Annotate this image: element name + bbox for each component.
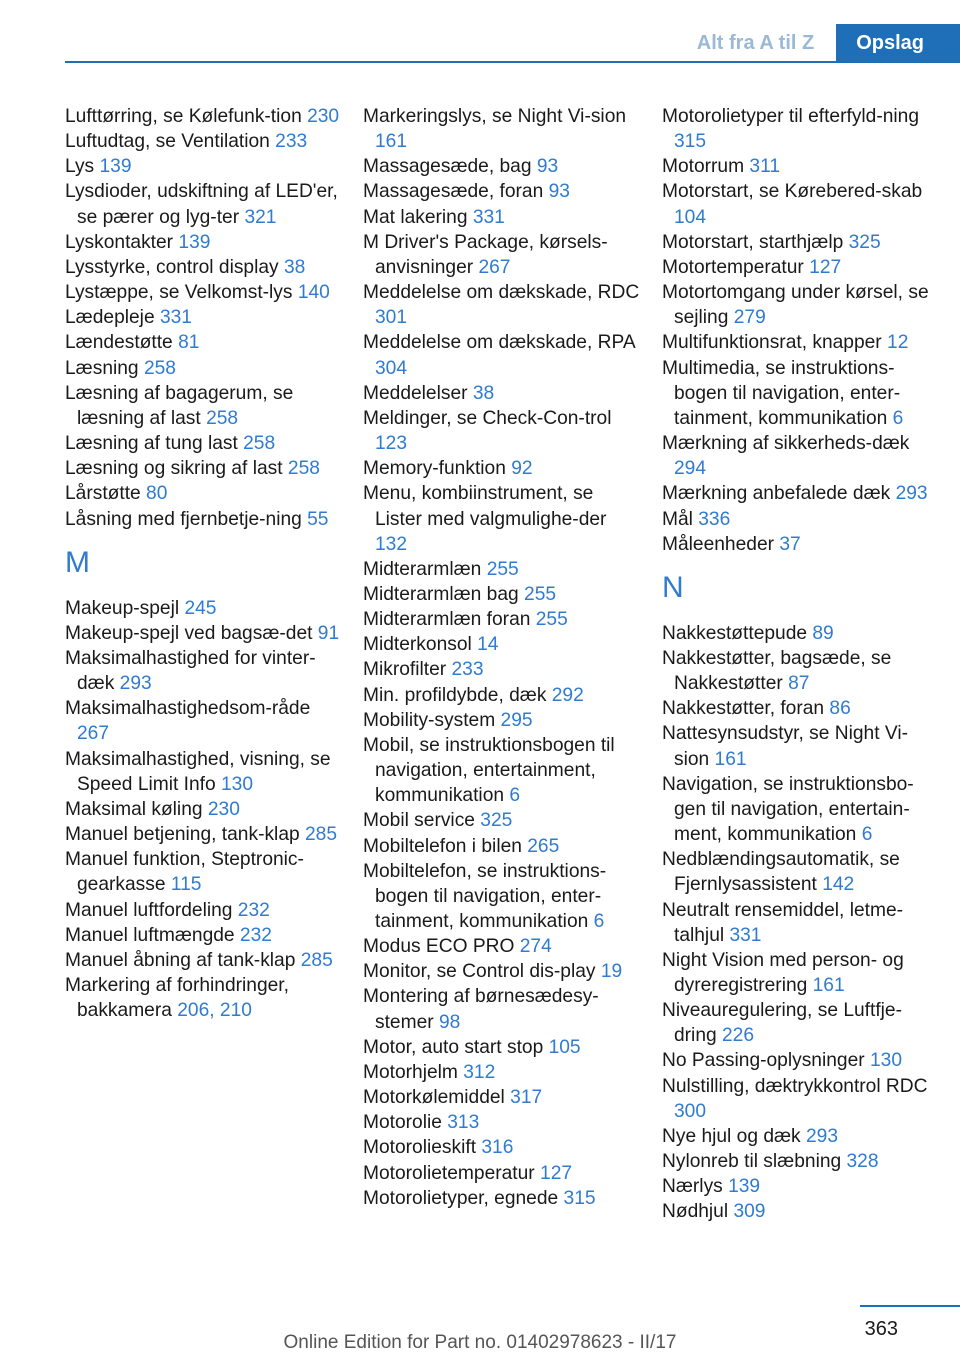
index-entry (662, 104, 942, 154)
entry-term: Midterarmlæn foran (363, 609, 536, 631)
letter-heading: M (65, 545, 90, 579)
entry-term: Læsning af tung last (65, 433, 244, 455)
page-reference-link[interactable]: 55 (307, 508, 329, 530)
index-entry (65, 923, 345, 948)
index-entry (65, 305, 345, 330)
entry-term: Læsning (65, 357, 144, 379)
page-reference-link[interactable]: 255 (524, 583, 557, 605)
page-reference-link[interactable]: 123 (375, 433, 408, 455)
index-entry (363, 456, 643, 481)
index-entry (662, 179, 942, 229)
page-reference-link[interactable]: 130 (869, 1050, 902, 1072)
page-reference-link[interactable]: 321 (244, 206, 277, 228)
entry-term: Læsning af bagagerum, se læsning af last (65, 382, 294, 429)
entry-term: Meddelelser (363, 382, 473, 404)
index-column-2 (363, 104, 643, 1211)
page-number: 363 (864, 1318, 898, 1340)
header-divider (65, 61, 960, 63)
entry-term: Massagesæde, bag (363, 156, 537, 178)
index-entry (363, 205, 643, 230)
index-entry (363, 808, 643, 833)
index-entry (65, 381, 345, 431)
index-entry (65, 696, 345, 746)
index-entry (662, 721, 942, 771)
index-entry (662, 948, 942, 998)
page-reference-link[interactable]: 140 (297, 282, 330, 304)
page-reference-link[interactable]: 258 (287, 458, 320, 480)
page-reference-link[interactable]: 258 (143, 357, 176, 379)
index-entry (363, 330, 643, 380)
index-entry (65, 507, 345, 532)
index-entry (65, 456, 345, 481)
index-entry (363, 280, 643, 330)
entry-term: Motortemperatur (662, 256, 810, 278)
entry-term: Mærkning af sikkerheds-dæk (662, 433, 910, 455)
page-reference-link[interactable]: 245 (184, 597, 217, 619)
index-entry (662, 1124, 942, 1149)
page-reference-link[interactable]: 89 (812, 622, 834, 644)
index-entry (65, 330, 345, 355)
page-reference-link[interactable]: 232 (237, 899, 270, 921)
page-reference-link[interactable]: 6 (861, 824, 873, 846)
entry-term: Massagesæde, foran (363, 181, 549, 203)
entry-term: Monitor, se Control dis-play (363, 961, 601, 983)
index-entry (662, 431, 942, 481)
entry-term: Memory-funktion (363, 458, 512, 480)
index-entry (363, 632, 643, 657)
entry-term: Lysstyrke, control display (65, 256, 284, 278)
index-entry (363, 859, 643, 934)
entry-term: Manuel luftmængde (65, 924, 240, 946)
page-reference-link[interactable]: 304 (375, 357, 408, 379)
entry-term: Lyskontakter (65, 231, 179, 253)
index-entry (662, 1149, 942, 1174)
page-reference-link[interactable]: 232 (239, 924, 272, 946)
index-entry (65, 747, 345, 797)
page-reference-link[interactable]: 6 (509, 785, 521, 807)
entry-term: Navigation, se instruktionsbo-gen til navigation, entertain-ment, kommunikation (662, 773, 914, 846)
page-reference-link[interactable]: 230 (307, 106, 340, 127)
index-entry (363, 104, 643, 154)
entry-term: Motorstart, starthjælp (662, 231, 849, 253)
entry-term: Motorkølemiddel (363, 1087, 511, 1109)
entry-term: Meddelelse om dækskade, RPA (363, 332, 635, 354)
page-reference-link[interactable]: 38 (472, 382, 495, 404)
page-reference-link[interactable]: 336 (698, 508, 731, 530)
entry-term: Min. profildybde, dæk (363, 684, 552, 706)
page-reference-link[interactable]: 315 (563, 1187, 596, 1209)
page-reference-link[interactable]: 293 (805, 1125, 838, 1147)
index-entry (65, 948, 345, 973)
index-entry (662, 772, 942, 847)
entry-term: M Driver's Package, kørsels-anvisninger (363, 231, 608, 278)
entry-term: Midterarmlæn (363, 558, 487, 580)
entry-term: Mobil, se instruktionsbogen til navigation, entertainment, kommunikation (363, 734, 615, 807)
page-reference-link[interactable]: 132 (375, 533, 408, 555)
index-column-1 (65, 104, 345, 1023)
index-entry (363, 984, 643, 1034)
entry-term: Motorolietyper, egnede (363, 1187, 564, 1209)
entry-term: Nakkestøtter, foran (662, 698, 830, 720)
index-entry (363, 1060, 643, 1085)
index-entry (363, 934, 643, 959)
index-entry (662, 998, 942, 1048)
index-entry (363, 481, 643, 556)
entry-term: Maksimal køling (65, 798, 208, 820)
page-reference-link[interactable]: 19 (600, 961, 623, 983)
entry-term: Lædepleje (65, 307, 160, 329)
index-entry (65, 129, 345, 154)
entry-term: Luftudtag, se Ventilation (65, 131, 276, 153)
entry-term: Mobiltelefon i bilen (363, 835, 528, 857)
entry-term: Multifunktionsrat, knapper (662, 332, 888, 354)
entry-term: Motortomgang under kørsel, se sejling (662, 282, 929, 329)
entry-term: Nulstilling, dæktrykkontrol RDC (662, 1075, 928, 1097)
page-reference-link[interactable]: 93 (548, 181, 570, 203)
page-reference-link[interactable]: 206, 210 (177, 1000, 252, 1022)
entry-term: Montering af børnesædesy-stemer (363, 986, 599, 1033)
tab-section[interactable]: Alt fra A til Z (675, 24, 836, 62)
index-entry (662, 507, 942, 532)
entry-term: Mobility-system (363, 709, 501, 731)
page-reference-link[interactable]: 81 (178, 332, 200, 354)
index-entry (363, 733, 643, 808)
entry-term: Mål (662, 508, 699, 530)
index-entry (65, 179, 345, 229)
entry-term: Motorhjelm (363, 1061, 464, 1083)
page-reference-link[interactable]: 161 (714, 748, 747, 770)
page-reference-link[interactable]: 161 (812, 975, 845, 996)
index-entry (662, 1048, 942, 1073)
index-entry (363, 179, 643, 204)
page-reference-link[interactable]: 292 (551, 684, 584, 706)
page-reference-link[interactable]: 38 (283, 256, 306, 278)
edition-footer: Online Edition for Part no. 01402978623 - II/17 (283, 1332, 677, 1353)
index-entry (363, 657, 643, 682)
entry-term: Markering af forhindringer, bakkamera (65, 975, 289, 1022)
entry-term: Lændestøtte (65, 332, 179, 354)
index-entry (363, 582, 643, 607)
entry-term: Manuel luftfordeling (65, 899, 238, 921)
entry-term: Manuel funktion, Steptronic-gearkasse (65, 849, 304, 896)
page-reference-link[interactable]: 161 (375, 131, 408, 153)
page-reference-link[interactable]: 317 (510, 1087, 543, 1109)
entry-term: Mobiltelefon, se instruktions-bogen til navigation, enter-tainment, kommunikation (363, 860, 607, 932)
entry-term: Mat lakering (363, 206, 473, 228)
entry-term: Mærkning anbefalede dæk (662, 483, 896, 505)
entry-term: Meddelelse om dækskade, RDC (363, 282, 640, 304)
entry-term: Lårstøtte (65, 483, 147, 505)
page-reference-link[interactable]: 127 (809, 256, 842, 278)
page-reference-link[interactable]: 295 (500, 709, 533, 731)
page-reference-link[interactable]: 312 (463, 1061, 496, 1083)
entry-term: Motorolieskift (363, 1137, 482, 1159)
page-reference-link[interactable]: 142 (822, 874, 855, 896)
entry-term: Nattesynsudstyr, se Night Vi-sion (662, 723, 908, 770)
entry-term: Måleenheder (662, 533, 780, 555)
index-entry (65, 481, 345, 506)
entry-term: Makeup-spejl (65, 597, 185, 619)
entry-term: Læsning og sikring af last (65, 458, 288, 480)
index-entry (363, 381, 643, 406)
entry-term: Nylonreb til slæbning (662, 1151, 847, 1173)
page-reference-link[interactable]: 328 (846, 1151, 879, 1173)
page-reference-link[interactable]: 87 (788, 673, 810, 695)
tab-active[interactable]: Opslag (836, 24, 960, 62)
entry-term: Maksimalhastighed, visning, se Speed Limit Info (65, 748, 331, 795)
index-entry (65, 230, 345, 255)
index-entry (65, 822, 345, 847)
index-entry (662, 532, 942, 557)
index-entry (662, 230, 942, 255)
index-entry (662, 621, 942, 646)
index-entry (662, 898, 942, 948)
page-reference-link[interactable]: 12 (887, 332, 909, 354)
page-reference-link[interactable]: 309 (733, 1201, 766, 1223)
page-reference-link[interactable]: 226 (722, 1025, 755, 1047)
entry-term: Motorrum (662, 156, 750, 178)
index-entry (662, 847, 942, 897)
page-reference-link[interactable]: 139 (728, 1176, 761, 1198)
header-tabs (675, 24, 960, 62)
index-entry (65, 431, 345, 456)
page-reference-link[interactable]: 274 (519, 936, 552, 958)
index-entry (65, 621, 345, 646)
index-entry (363, 1161, 643, 1186)
page-reference-link[interactable]: 285 (300, 949, 333, 971)
entry-term: Manuel åbning af tank-klap (65, 949, 301, 971)
page-reference-link[interactable]: 86 (829, 698, 851, 720)
index-entry (363, 557, 643, 582)
page-reference-link[interactable]: 285 (305, 824, 338, 846)
index-entry (65, 255, 345, 280)
page-reference-link[interactable]: 92 (511, 458, 533, 480)
index-entry (662, 481, 942, 506)
index-entry (363, 1085, 643, 1110)
page-reference-link[interactable]: 301 (375, 307, 408, 329)
page-reference-link[interactable]: 233 (275, 131, 308, 153)
page-reference-link[interactable]: 255 (535, 609, 568, 631)
entry-term: Manuel betjening, tank-klap (65, 824, 305, 846)
entry-term: Motorolietemperatur (363, 1162, 541, 1184)
page-reference-link[interactable]: 139 (99, 156, 132, 178)
index-entry (662, 646, 942, 696)
entry-term: Midterarmlæn bag (363, 583, 525, 605)
page-reference-link[interactable]: 115 (170, 874, 202, 896)
entry-term: Neutralt rensemiddel, letme-talhjul (662, 899, 904, 946)
entry-term: Makeup-spejl ved bagsæ-det (65, 622, 318, 644)
index-entry (363, 1110, 643, 1135)
page-reference-link[interactable]: 267 (77, 723, 110, 745)
entry-term: Mobil service (363, 810, 481, 832)
index-entry (363, 406, 643, 456)
page-reference-link[interactable]: 331 (729, 924, 762, 946)
index-entry (65, 104, 345, 129)
page-reference-link[interactable]: 127 (540, 1162, 573, 1184)
entry-term: Maksimalhastighedsom-råde (65, 698, 311, 720)
index-entry (662, 1174, 942, 1199)
entry-term: Lys (65, 156, 100, 178)
page-reference-link[interactable]: 316 (481, 1137, 514, 1159)
entry-term: Modus ECO PRO (363, 936, 520, 958)
page-reference-link[interactable]: 325 (848, 231, 881, 253)
entry-term: Lysdioder, udskiftning af LED'er, se pærer og lyg-ter (65, 181, 338, 228)
page-reference-link[interactable]: 293 (895, 483, 928, 505)
index-entry (65, 797, 345, 822)
index-entry (662, 330, 942, 355)
index-entry (662, 1074, 942, 1124)
index-entry (363, 1186, 643, 1211)
entry-term: Motorstart, se Kørebered-skab (662, 181, 923, 203)
entry-term: Night Vision med person- og dyreregistrering (662, 949, 904, 996)
page-reference-link[interactable]: 98 (438, 1011, 461, 1033)
page-reference-link[interactable]: 331 (472, 206, 505, 228)
letter-heading: N (662, 570, 684, 604)
index-entry (662, 154, 942, 179)
footer-divider (860, 1305, 960, 1307)
index-entry (65, 847, 345, 897)
page-reference-link[interactable]: 265 (527, 835, 560, 857)
page-reference-link[interactable]: 14 (477, 634, 499, 656)
index-entry (662, 1199, 942, 1224)
index-entry (363, 230, 643, 280)
entry-term: Lufttørring, se Kølefunk-tion (65, 106, 308, 127)
page-reference-link[interactable]: 6 (892, 407, 904, 429)
index-entry (65, 596, 345, 621)
page-reference-link[interactable]: 300 (674, 1100, 707, 1122)
index-entry (363, 959, 643, 984)
page-reference-link[interactable]: 255 (486, 558, 519, 580)
entry-term: Nødhjul (662, 1201, 734, 1223)
page-reference-link[interactable]: 91 (317, 622, 340, 644)
entry-term: Menu, kombiinstrument, se Lister med valgmulighe-der (363, 483, 607, 530)
page-reference-link[interactable]: 130 (221, 773, 254, 795)
page-reference-link[interactable]: 293 (119, 673, 152, 695)
index-entry (65, 280, 345, 305)
page-reference-link[interactable]: 37 (779, 533, 801, 555)
entry-term: Meldinger, se Check-Con-trol (363, 407, 612, 429)
page-reference-link[interactable]: 93 (536, 156, 559, 178)
page-reference-link[interactable]: 105 (548, 1036, 581, 1058)
entry-term: No Passing-oplysninger (662, 1050, 870, 1072)
page-reference-link[interactable]: 279 (733, 307, 766, 329)
index-entry (65, 898, 345, 923)
index-entry (363, 708, 643, 733)
index-entry (363, 834, 643, 859)
index-entry (363, 607, 643, 632)
index-entry (363, 683, 643, 708)
page-reference-link[interactable]: 233 (451, 659, 484, 681)
index-entry (662, 696, 942, 721)
entry-term: Nakkestøttepude (662, 622, 813, 644)
page-reference-link[interactable]: 331 (159, 307, 192, 329)
entry-term: Lystæppe, se Velkomst-lys (65, 282, 298, 304)
index-entry (662, 280, 942, 330)
entry-term: Nærlys (662, 1176, 729, 1198)
page-reference-link[interactable]: 230 (207, 798, 240, 820)
page-reference-link[interactable]: 258 (206, 407, 239, 429)
page-reference-link[interactable]: 313 (447, 1112, 480, 1134)
index-entry (65, 356, 345, 381)
index-entry (662, 356, 942, 431)
entry-term: Mikrofilter (363, 659, 452, 681)
entry-term: Niveauregulering, se Luftfje-dring (662, 1000, 902, 1047)
page-reference-link[interactable]: 6 (593, 911, 605, 932)
page-reference-link[interactable]: 104 (674, 206, 707, 228)
entry-term: Motor, auto start stop (363, 1036, 549, 1058)
page-reference-link[interactable]: 311 (749, 156, 781, 178)
index-column-3 (662, 104, 942, 1225)
entry-term: Nedblændingsautomatik, se Fjernlysassistent (662, 849, 900, 896)
page-reference-link[interactable]: 258 (243, 433, 276, 455)
entry-term: Motorolietyper til efterfyld-ning (662, 106, 920, 127)
entry-term: Motorolie (363, 1112, 448, 1134)
entry-term: Låsning med fjernbetje-ning (65, 508, 308, 530)
index-entry (65, 646, 345, 696)
entry-term: Markeringslys, se Night Vi-sion (363, 106, 627, 127)
index-entry (363, 154, 643, 179)
entry-term: Nye hjul og dæk (662, 1125, 806, 1147)
entry-term: Midterkonsol (363, 634, 478, 656)
index-entry (65, 973, 345, 1023)
entry-term: Maksimalhastighed for vinter-dæk (65, 647, 316, 695)
entry-term: Multimedia, se instruktions-bogen til navigation, enter-tainment, kommunikation (662, 357, 901, 429)
index-entry (363, 1035, 643, 1060)
page-reference-link[interactable]: 315 (674, 131, 707, 153)
page-reference-link[interactable]: 80 (146, 483, 168, 505)
entry-term: Nakkestøtter, bagsæde, se Nakkestøtter (662, 647, 892, 695)
index-entry (363, 1135, 643, 1160)
page-reference-link[interactable]: 294 (674, 458, 707, 480)
page-reference-link[interactable]: 139 (178, 231, 211, 253)
index-entry (662, 255, 942, 280)
page-reference-link[interactable]: 325 (480, 810, 513, 832)
page-reference-link[interactable]: 267 (478, 256, 511, 278)
index-entry (65, 154, 345, 179)
